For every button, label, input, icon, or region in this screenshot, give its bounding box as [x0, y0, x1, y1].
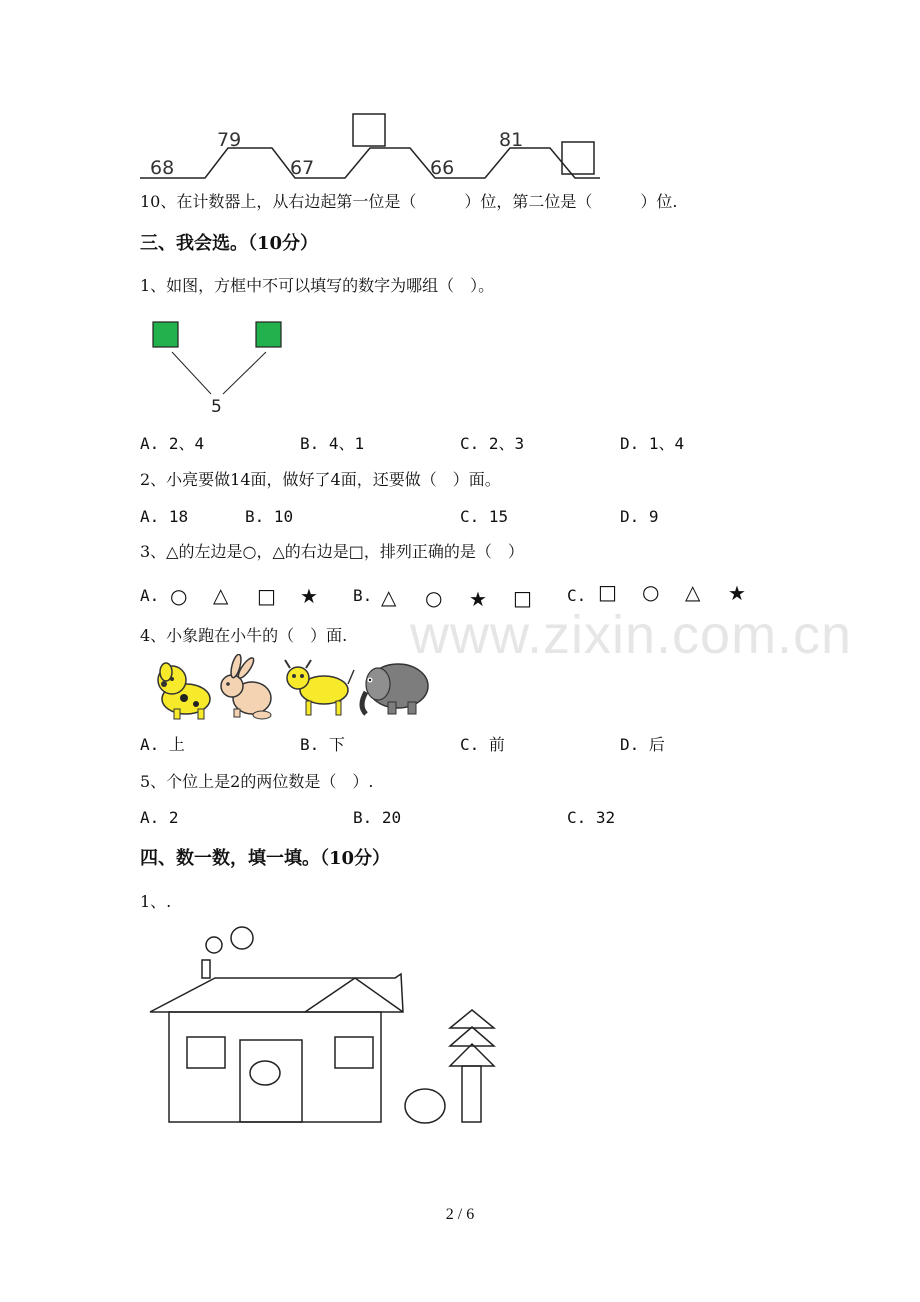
answer-box[interactable] [353, 114, 385, 146]
number-label: 81 [499, 129, 524, 151]
option-a[interactable]: A. 18 [140, 507, 189, 526]
option-d[interactable]: D. 1、4 [620, 434, 685, 453]
house-shapes-diagram [145, 922, 505, 1132]
triangle-icon: △ [381, 585, 397, 609]
option-b-letter[interactable]: B. [353, 586, 373, 605]
star-icon: ★ [300, 584, 318, 608]
dog-icon [158, 663, 210, 719]
watermark: www.zixin.com.cn [410, 605, 853, 665]
section-4-heading: 四、数一数，填一填。（10分） [140, 848, 391, 869]
option-c[interactable]: C. 2、3 [460, 434, 525, 453]
option-c[interactable]: C. 前 [460, 735, 505, 754]
split-number: 5 [211, 397, 222, 417]
number-label: 79 [217, 129, 242, 151]
section-3-heading: 三、我会选。（10分） [140, 233, 319, 254]
circle-icon: ○ [425, 586, 443, 610]
star-icon: ★ [728, 581, 746, 605]
option-c-letter[interactable]: C. [567, 586, 587, 605]
option-a[interactable]: A. 上 [140, 735, 185, 754]
triangle-icon: △ [685, 580, 701, 604]
square-icon: □ [598, 580, 617, 604]
question-10: 10、在计数器上，从右边起第一位是（ ）位，第二位是（ ）位. [140, 192, 678, 211]
option-d[interactable]: D. 后 [620, 735, 665, 754]
circle-icon: ○ [642, 580, 660, 604]
option-b[interactable]: B. 下 [300, 735, 345, 754]
option-b[interactable]: B. 20 [353, 808, 402, 827]
number-label: 68 [150, 157, 175, 179]
green-box [256, 322, 281, 347]
option-a-letter[interactable]: A. [140, 586, 160, 605]
number-label: 67 [290, 157, 315, 179]
question-3-1: 1、如图，方框中不可以填写的数字为哪组（ ）。 [140, 276, 495, 295]
green-box [153, 322, 178, 347]
rabbit-icon [221, 654, 271, 719]
option-c[interactable]: C. 15 [460, 507, 509, 526]
shape-options-row [140, 580, 760, 611]
option-b[interactable]: B. 10 [245, 507, 294, 526]
page-number: 2 / 6 [445, 1206, 475, 1223]
question-3-5: 5、个位上是2的两位数是（ ）. [140, 772, 374, 791]
elephant-icon [362, 664, 428, 714]
question-3-2: 2、小亮要做14面，做好了4面，还要做（ ）面。 [140, 470, 501, 489]
circle-icon: ○ [170, 584, 188, 608]
question-3-3: 3、△的左边是○，△的右边是□，排列正确的是（ ） [140, 542, 524, 561]
square-icon: □ [257, 584, 276, 608]
number-label: 66 [430, 157, 455, 179]
cow-icon [285, 660, 354, 715]
triangle-icon: △ [213, 583, 229, 607]
question-4-1: 1、. [140, 892, 172, 911]
number-zigzag-diagram [130, 108, 610, 188]
option-a[interactable]: A. 2、4 [140, 434, 205, 453]
star-icon: ★ [469, 587, 487, 611]
option-d[interactable]: D. 9 [620, 507, 659, 526]
question-3-4: 4、小象跑在小牛的（ ）面. [140, 626, 348, 645]
option-c[interactable]: C. 32 [567, 808, 616, 827]
animals-row [152, 654, 442, 724]
option-a[interactable]: A. 2 [140, 808, 179, 827]
number-split-diagram [148, 318, 288, 418]
option-b[interactable]: B. 4、1 [300, 434, 365, 453]
square-icon: □ [513, 586, 532, 610]
